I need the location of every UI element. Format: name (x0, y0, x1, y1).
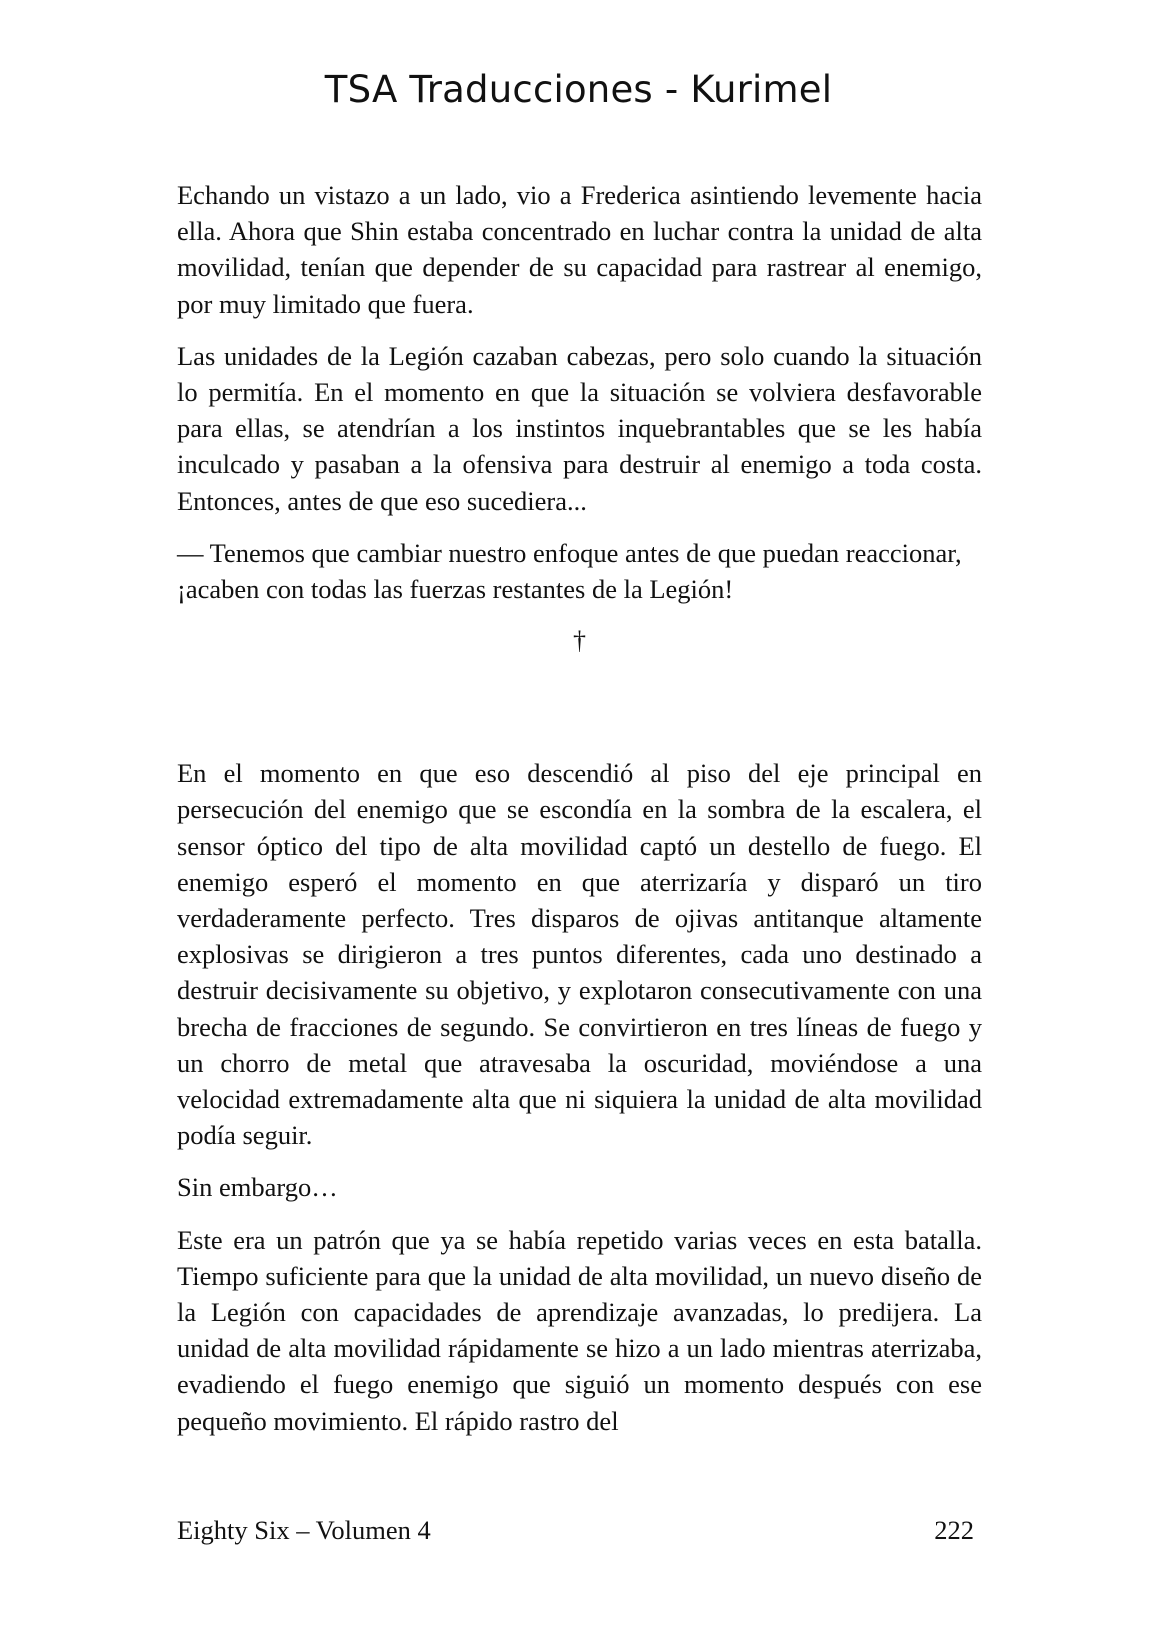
body-text (177, 177, 982, 1455)
section-separator-dagger: † (573, 626, 586, 656)
page-header-title: TSA Traducciones - Kurimel (324, 68, 833, 111)
page-number: 222 (934, 1515, 974, 1545)
paragraph: Las unidades de la Legión cazaban cabezas, pero solo cuando la situación lo permitía. En el momento en que la situación se volviera desfavorable para ellas, se atendrían a los instintos inquebrantables que se les había inculcado y pasaban a la ofensiva para destruir al enemigo a toda costa. Entonces, antes de que eso sucediera... (177, 340, 982, 516)
paragraph: Echando un vistazo a un lado, vio a Frederica asintiendo levemente hacia ella. Ahora que Shin estaba concentrado en luchar contra la unidad de alta movilidad, tenían que depender de su capacidad para rastrear al enemigo, por muy limitado que fuera. (177, 180, 982, 319)
paragraph: Este era un patrón que ya se había repetido varias veces en esta batalla. Tiempo suficiente para que la unidad de alta movilidad, un nuevo diseño de la Legión con capacidades de aprendizaje avanzadas, lo predijera. La unidad de alta movilidad rápidamente se hizo a un lado mientras aterrizaba, evadiendo el fuego enemigo que siguió un momento después con ese pequeño movimiento. El rápido rastro del (177, 1224, 982, 1436)
dialogue-paragraph: — Tenemos que cambiar nuestro enfoque antes de que puedan reaccionar, ¡acaben con todas las fuerzas restantes de la Legión! (177, 537, 962, 605)
footer-book-title: Eighty Six – Volumen 4 (177, 1515, 431, 1545)
paragraph: En el momento en que eso descendió al piso del eje principal en persecución del enemigo que se escondía en la sombra de la escalera, el sensor óptico del tipo de alta movilidad captó un destello de fuego. El enemigo esperó el momento en que aterrizaría y disparó un tiro verdaderamente perfecto. Tres disparos de ojivas antitanque altamente explosivas se dirigieron a tres puntos diferentes, cada uno destinado a destruir decisivamente su objetivo, y explotaron consecutivamente con una brecha de fracciones de segundo. Se convirtieron en tres líneas de fuego y un chorro de metal que atravesaba la oscuridad, moviéndose a una velocidad extremadamente alta que ni siquiera la unidad de alta movilidad podía seguir. (177, 758, 982, 1151)
paragraph: Sin embargo… (177, 1172, 338, 1203)
